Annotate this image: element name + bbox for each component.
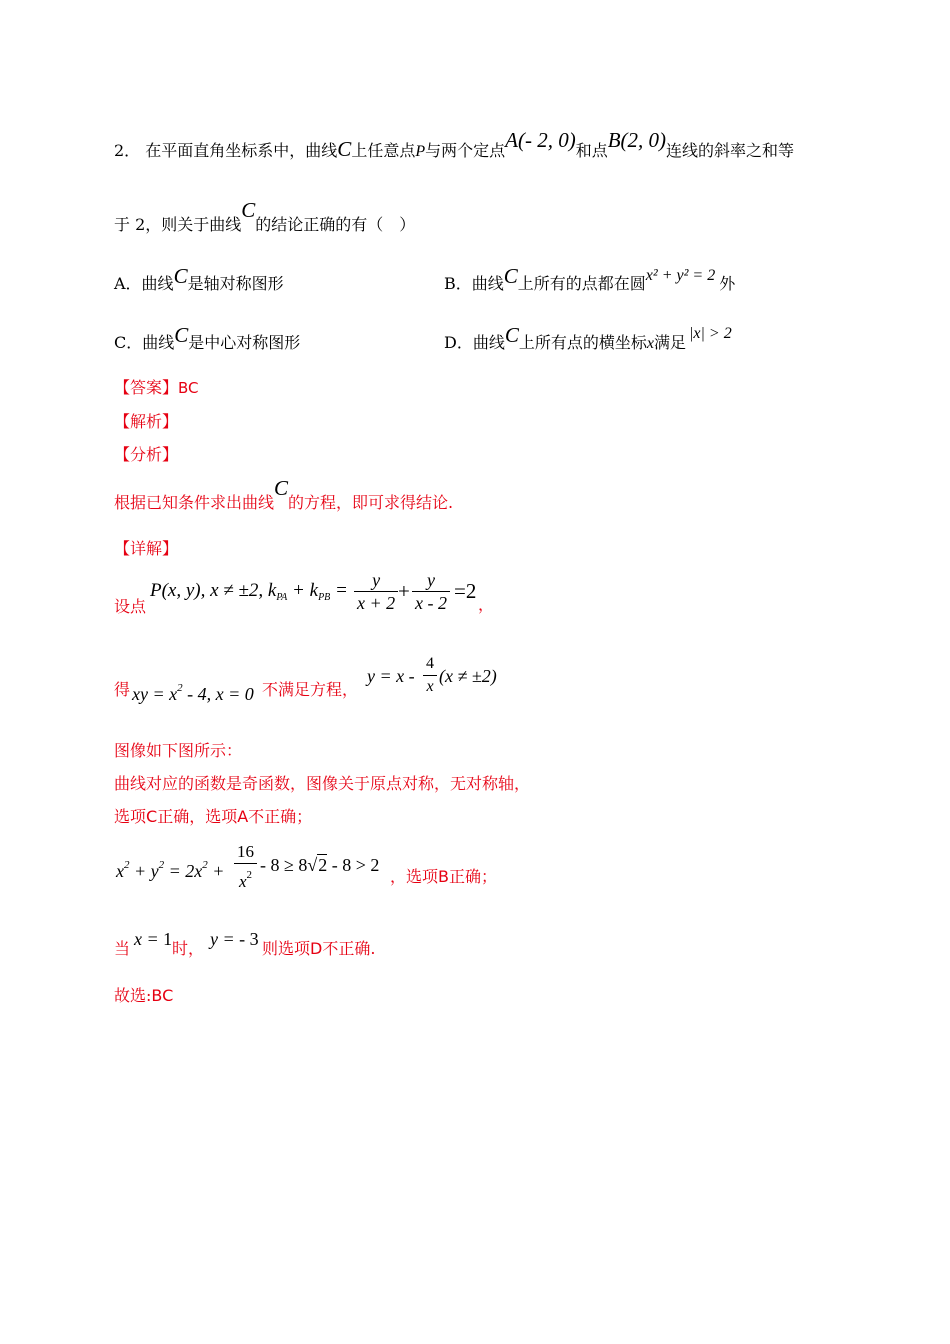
xy-equation: xy = $x^2 - 4$, x = 0	[132, 682, 254, 704]
point-b: B(2, 0)	[607, 128, 667, 152]
curve-symbol: C	[503, 264, 518, 288]
option-c-note: 选项C正确，选项A不正确；	[114, 807, 313, 826]
detail-label: 【详解】	[114, 539, 179, 558]
curve-symbol: C	[173, 264, 188, 288]
curve-symbol: C	[337, 137, 352, 161]
fraction-y-over-x-plus-2: $\frac{y}{x + 2}$	[354, 570, 398, 613]
fenxi-text: 根据已知条件求出曲线C的方程，即可求得结论.	[114, 476, 454, 512]
point-p-symbol: P	[415, 143, 426, 160]
question-stem-line-1: 2． 在平面直角坐标系中，曲线C上任意点P与两个定点A(- 2, 0)和点B(2, 0)连线的斜率之和等	[114, 128, 795, 161]
conclusion-line: 故选:BC	[114, 986, 174, 1005]
set-point-text: 设点	[114, 597, 147, 616]
circle-equation: x² + y² = 2	[645, 267, 716, 284]
inequality-right: - 8 ≥ 8√2 - 8 > 2	[260, 855, 380, 875]
var-x: x	[646, 335, 654, 352]
fraction-16-over-x2: $\frac{16}{x^2}$	[234, 842, 257, 892]
fraction-4-over-x: $\frac{4}{x}$	[423, 654, 437, 697]
y-equals-minus-3: y = - 3	[210, 929, 259, 949]
question-stem-line-2: 于 2，则关于曲线C的结论正确的有（ ）	[114, 198, 416, 234]
answer-label: 【答案】	[114, 378, 179, 397]
fraction-y-over-x-minus-2: $\frac{y}{x - 2}$	[412, 570, 450, 613]
option-b: B．曲线C上所有的点都在圆x² + y² = 2 外	[444, 264, 736, 293]
inequality-left: $x^2 + y^2 = 2x^2$ +	[116, 859, 225, 881]
analysis-label: 【解析】	[114, 412, 179, 431]
point-a: A(- 2, 0)	[505, 128, 576, 152]
option-c: C．曲线C是中心对称图形	[114, 323, 301, 352]
abs-x-condition: |x| > 2	[689, 325, 732, 342]
curve-symbol: C	[504, 323, 519, 347]
slope-equation: P(x, y), x ≠ ±2, $k_{PA} + k_{PB}$ =	[150, 580, 348, 603]
graph-note: 图像如下图所示：	[114, 741, 243, 760]
fenxi-label: 【分析】	[114, 445, 179, 464]
answer-value: BC	[178, 379, 199, 397]
odd-function-note: 曲线对应的函数是奇函数，图像关于原点对称，无对称轴，	[114, 774, 531, 793]
conclusion-value: BC	[151, 986, 174, 1005]
option-d: D．曲线C上所有点的横坐标x满足 |x| > 2	[444, 323, 732, 352]
curve-symbol: C	[241, 198, 256, 222]
answer-line	[114, 377, 199, 399]
option-a: A．曲线C是轴对称图形	[114, 264, 284, 293]
x-equals-1: x = 1	[134, 929, 173, 949]
curve-symbol: C	[174, 323, 189, 347]
question-number: 2．	[114, 141, 141, 160]
curve-equation: y = x -	[367, 666, 415, 686]
curve-symbol: C	[274, 476, 289, 500]
